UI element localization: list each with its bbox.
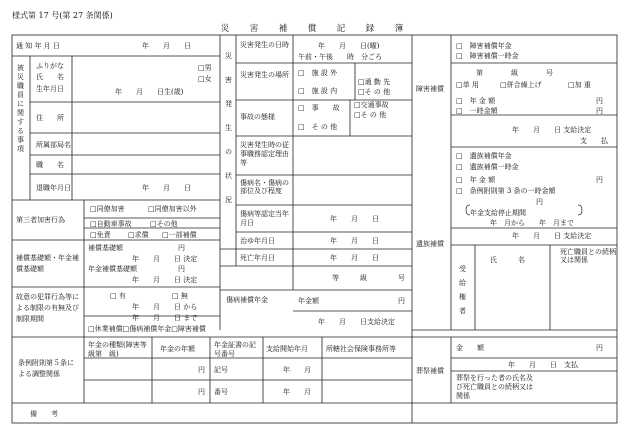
dis-grade: 第 級 号 [476, 69, 553, 77]
pension-type-header: 年金の種類(障害等級第 級) [88, 341, 147, 358]
place-label: 災害発生の場所 [240, 71, 289, 79]
dept-label: 所属部局名 [36, 141, 71, 149]
dis-pay-decided: 年 月 日 支給決定 [512, 126, 592, 134]
tp-non-coworker-checkbox[interactable]: □同僚加害以外 [148, 205, 197, 213]
dis-pension-checkbox[interactable]: □ 障害補償年金 [456, 42, 512, 50]
place-outside-checkbox[interactable]: □ 施 設 外 [298, 69, 338, 77]
pension-amount-label: 年金額 [298, 297, 319, 305]
restriction-from: 年 月 日 から [132, 303, 198, 311]
funeral-amount-label: 金 額 [456, 344, 484, 352]
pension-base-label: 年金補償基礎額 [88, 265, 137, 273]
surv-lump-checkbox[interactable]: □ 遺族補償一時金 [456, 163, 519, 171]
survivor-label: 遺族補償 [416, 240, 444, 248]
tp-coworker-checkbox[interactable]: □同僚加害 [90, 205, 125, 213]
notify-date-value: 年 月 日 [142, 42, 191, 50]
recipient-relation-header: 死亡職員との続柄又は関係 [560, 248, 616, 264]
injured-section-label: 被災職員に関する事項 [17, 64, 24, 153]
female-checkbox[interactable]: □女 [198, 75, 212, 83]
duty-label: 災害発生時の従事職務認定理由等 [240, 141, 289, 167]
payment-start-header: 支給開始年月 [266, 345, 308, 353]
dis-lump-checkbox[interactable]: □ 障害補償一時金 [456, 52, 519, 60]
accident-section-label: 災害発生の状況 [225, 52, 232, 204]
pension-base-yen: 円 [178, 265, 185, 273]
surv-pension-checkbox[interactable]: □ 遺族補償年金 [456, 152, 512, 160]
cert-number-header: 年金証書の記号番号 [214, 341, 256, 358]
funeral-yen: 円 [596, 344, 603, 352]
funeral-paid: 年 月 日 支払 [508, 361, 578, 369]
tp-car-accident-checkbox[interactable]: □自動車事故 [90, 220, 132, 228]
place-other-checkbox[interactable]: □そ の 他 [358, 88, 391, 96]
birth-value: 年 月 日生(歳) [115, 88, 184, 96]
recognition-date-label: 傷病等認定当年月日 [240, 210, 289, 227]
tp-claim-checkbox[interactable]: □求償 [128, 231, 149, 239]
restriction-to: 年 月 日 まで [132, 314, 198, 322]
dis-paid: 支 払 [580, 137, 608, 145]
base-amount-sublabel: 補償基礎額 [88, 244, 123, 252]
dis-pension-yen: 円 [596, 97, 603, 105]
tp-other-checkbox[interactable]: □その他 [150, 220, 178, 228]
injury-label: 傷病名・傷病の部位及び程度 [240, 179, 289, 195]
pension-base-decided: 年 月 日 決定 [132, 276, 198, 284]
ampm-value: 午前・午後 時 分ごろ [298, 53, 382, 61]
datetime-label: 災害発生の日時 [240, 41, 289, 49]
commute-checkbox[interactable]: □通 勤 先 [358, 78, 391, 86]
surv-pay-decided: 年 月 日 支給決定 [512, 232, 592, 240]
adjustment-label: 条例附則第５条による調整関係 [18, 359, 74, 378]
cure-date-value: 年 月 日 [330, 237, 379, 245]
stop-period-label: 年金支給停止期間 [470, 209, 526, 217]
traffic-accident-checkbox[interactable]: □交通事故 [354, 101, 389, 109]
retire-date-value: 年 月 日 [142, 184, 191, 192]
row2-yen: 円 [198, 388, 205, 396]
grade-label: 等 級 [332, 274, 367, 282]
row1-kigo: 記号 [214, 366, 228, 374]
dis-lump-amount-checkbox[interactable]: □ 一時金額 [456, 107, 498, 115]
dis-pension-amount-checkbox[interactable]: □ 年 金 額 [456, 97, 496, 105]
notify-date-label: 通 知 年 月 日 [16, 42, 60, 50]
dis-combined-checkbox[interactable]: □併合繰上げ [500, 81, 542, 89]
type-other-checkbox[interactable]: □ そ の 他 [298, 123, 338, 131]
furigana-label: ふりがな [36, 62, 64, 70]
surv-pension-amount-checkbox[interactable]: □ 年 金 額 [456, 176, 496, 184]
form-number: 様式第 17 号(第 27 条関係) [12, 11, 113, 20]
row2-bango: 番号 [214, 388, 228, 396]
surv-art3-checkbox[interactable]: □ 条例附則第 3 条の一時金額 [456, 187, 556, 195]
retire-date-label: 退職年月日 [36, 184, 71, 192]
pension-amount-header: 年金の年額 [160, 345, 195, 353]
base-amount-label: 補償基礎額・年金補償基礎額 [16, 254, 79, 273]
cure-date-label: 治ゆ年月日 [240, 237, 275, 245]
funeral-label: 葬祭補償 [416, 367, 444, 375]
job-label: 職 名 [36, 161, 64, 169]
datetime-value: 年 月 日(曜) [318, 42, 380, 50]
name-label: 氏 名 [36, 73, 64, 81]
crime-yes-checkbox[interactable]: □ 有 [110, 292, 126, 300]
third-party-label: 第三者加害行為 [16, 216, 65, 224]
accident-type-label: 事故の態様 [240, 113, 275, 121]
sick-pension-label: 傷病補償年金 [226, 296, 268, 304]
recognition-date-value: 年 月 日 [330, 215, 379, 223]
tp-partial-checkbox[interactable]: □一部補償 [162, 231, 197, 239]
row2-ym: 年 月 [283, 388, 311, 396]
sick-pay-decided: 年 月 日支給決定 [318, 318, 395, 326]
crime-restriction-label: 故意の犯罪行為等による制限の有無及び制限期間 [16, 293, 79, 323]
base-decided: 年 月 日 決定 [132, 255, 198, 263]
dis-aggravated-checkbox[interactable]: □加 重 [568, 81, 591, 89]
death-date-value: 年 月 日 [330, 254, 379, 262]
crime-no-checkbox[interactable]: □ 無 [172, 292, 188, 300]
recipient-label: 受給権者 [459, 265, 466, 315]
restriction-types[interactable]: □休業補償□傷病補償年金□障害補償 [88, 325, 206, 333]
stop-period-range: 年 月から 年 月まで [490, 219, 574, 227]
death-date-label: 死亡年月日 [240, 254, 275, 262]
row1-yen: 円 [198, 366, 205, 374]
place-inside-checkbox[interactable]: □ 施 設 内 [298, 87, 338, 95]
funeral-person-label: 葬祭を行った者の氏名及び死亡職員との続柄又は関係 [456, 374, 533, 400]
male-checkbox[interactable]: □男 [198, 64, 212, 72]
surv-art3-yen: 円 [536, 198, 543, 206]
dis-single-checkbox[interactable]: □単 用 [456, 81, 479, 89]
office-header: 所轄社会保険事務所等 [326, 345, 396, 353]
disability-label: 障害補償 [416, 85, 444, 93]
grade-gou: 号 [398, 274, 405, 282]
surv-pension-yen: 円 [596, 176, 603, 184]
recipient-name-header: 氏 名 [490, 256, 525, 264]
remarks-label: 備 考 [30, 410, 58, 418]
pension-amount-yen: 円 [398, 297, 405, 305]
dis-lump-yen: 円 [596, 107, 603, 115]
type-accident-checkbox[interactable]: □ 事 故 [298, 104, 340, 112]
type-other2-checkbox[interactable]: □そ の 他 [354, 111, 387, 119]
birth-label: 生年月日 [36, 85, 64, 93]
row1-ym: 年 月 [283, 366, 311, 374]
tp-exempt-checkbox[interactable]: □免責 [90, 231, 111, 239]
base-amount-yen: 円 [178, 244, 185, 252]
address-label: 住 所 [36, 114, 64, 122]
form-title: 災 害 補 償 記 録 簿 [220, 24, 410, 34]
